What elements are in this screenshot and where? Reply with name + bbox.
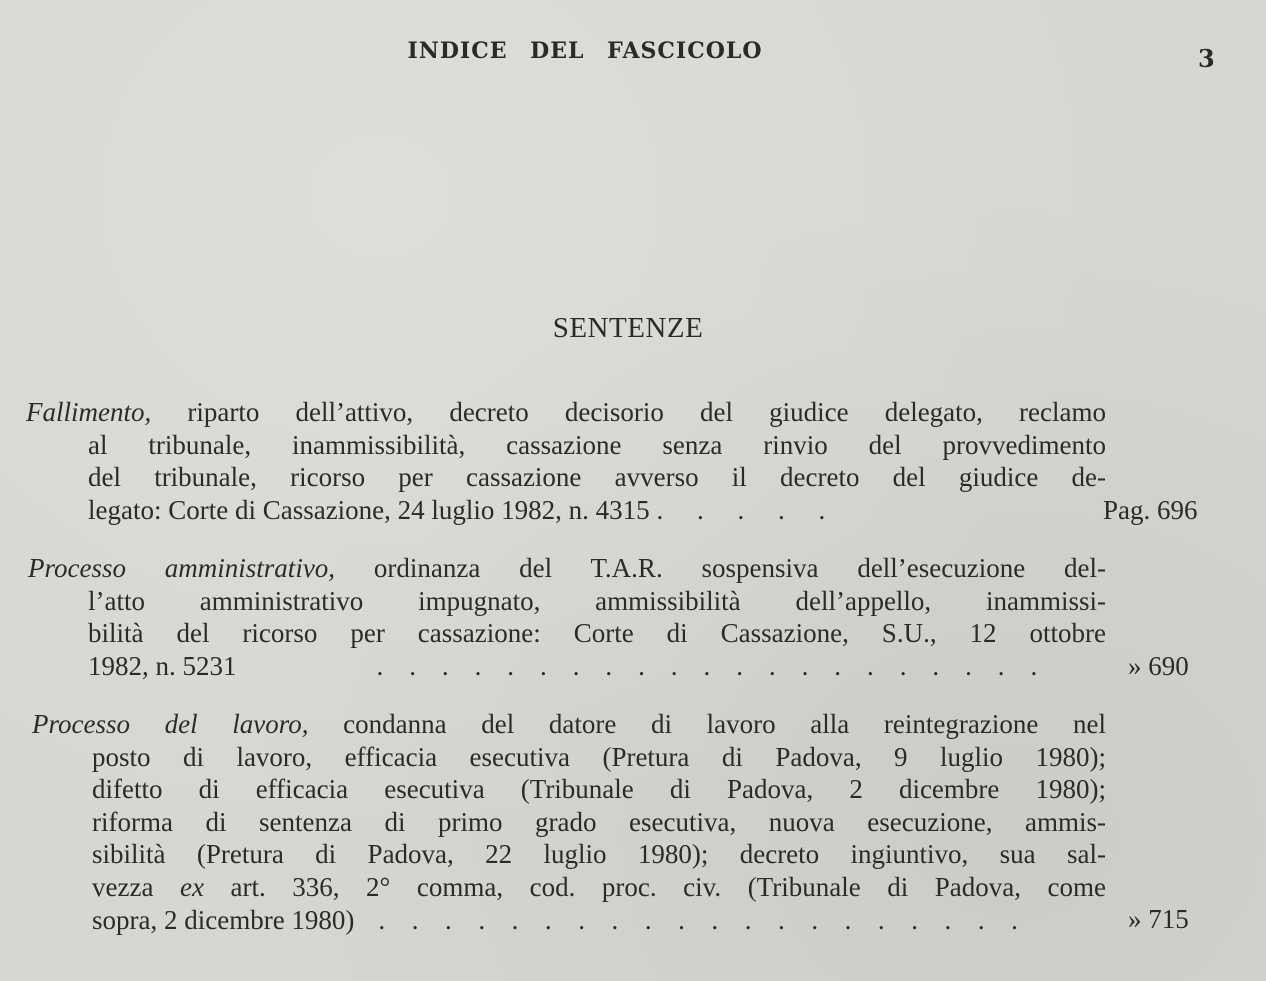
entry-line: difetto di efficacia esecutiva (Tribunale di Padova, 2 dicembre 1980); <box>92 774 1106 805</box>
entry-line <box>28 650 1106 683</box>
entry-line <box>32 904 1106 937</box>
entry-line: posto di lavoro, efficacia esecutiva (Pretura di Padova, 9 luglio 1980); <box>92 741 1106 772</box>
entry-text: art. 336, 2° comma, cod. proc. civ. (Tribunale di Padova, come <box>203 871 1107 902</box>
entry-line: sibilità (Pretura di Padova, 22 luglio 1980); decreto ingiuntivo, sua sal- <box>92 839 1106 870</box>
entry-line <box>32 708 1106 741</box>
index-entry-processo-del-lavoro <box>32 708 1106 936</box>
entry-line <box>28 552 1106 585</box>
page-reference: » 715 <box>1128 904 1189 934</box>
entry-text: sopra, 2 dicembre 1980) <box>92 904 355 935</box>
entry-subject: Fallimento, <box>26 397 152 427</box>
entry-line: l’atto amministrativo impugnato, ammissibilità dell’appello, inammissi- <box>88 585 1106 616</box>
entry-text: riparto dell’attivo, decreto decisorio del giudice delegato, reclamo <box>151 397 1106 427</box>
entry-line <box>28 494 1106 527</box>
entry-line: al tribunale, inammissibilità, cassazione senza rinvio del provvedimento <box>88 429 1106 460</box>
page-number: 3 <box>1198 44 1215 73</box>
entry-line <box>26 396 1106 429</box>
entry-italic-term: ex <box>179 871 204 902</box>
entry-line: riforma di sentenza di primo grado esecutiva, nuova esecuzione, ammis- <box>92 806 1106 837</box>
dot-leaders: . . . . . . . . . . . . . . . . . . . . . <box>376 650 1036 681</box>
entry-text: 1982, n. 5231 <box>88 650 237 681</box>
entry-text: condanna del datore di lavoro alla reintegrazione nel <box>308 709 1106 739</box>
page-reference: Pag. 696 <box>1103 495 1198 525</box>
index-entry-processo-amministrativo <box>28 552 1106 682</box>
entry-subject: Processo del lavoro, <box>32 709 309 739</box>
dot-leaders: . . . . . <box>649 494 826 525</box>
entry-line <box>32 871 1106 904</box>
entry-text: vezza <box>92 871 154 902</box>
entry-text: ordinanza del T.A.R. sospensiva dell’esecuzione del- <box>335 553 1107 583</box>
entry-line: del tribunale, ricorso per cassazione avverso il decreto del giudice de- <box>88 462 1106 493</box>
page-reference: » 690 <box>1128 651 1189 681</box>
entry-line: bilità del ricorso per cassazione: Corte di Cassazione, S.U., 12 ottobre <box>88 618 1106 649</box>
running-header-title: INDICE DEL FASCICOLO <box>407 38 763 64</box>
entry-subject: Processo amministrativo, <box>28 553 336 583</box>
dot-leaders: . . . . . . . . . . . . . . . . . . . . <box>378 904 1017 935</box>
entry-text: legato: Corte di Cassazione, 24 luglio 1982, n. 4315 <box>88 494 650 525</box>
index-entry-fallimento <box>28 396 1106 526</box>
section-title: SENTENZE <box>552 312 704 344</box>
